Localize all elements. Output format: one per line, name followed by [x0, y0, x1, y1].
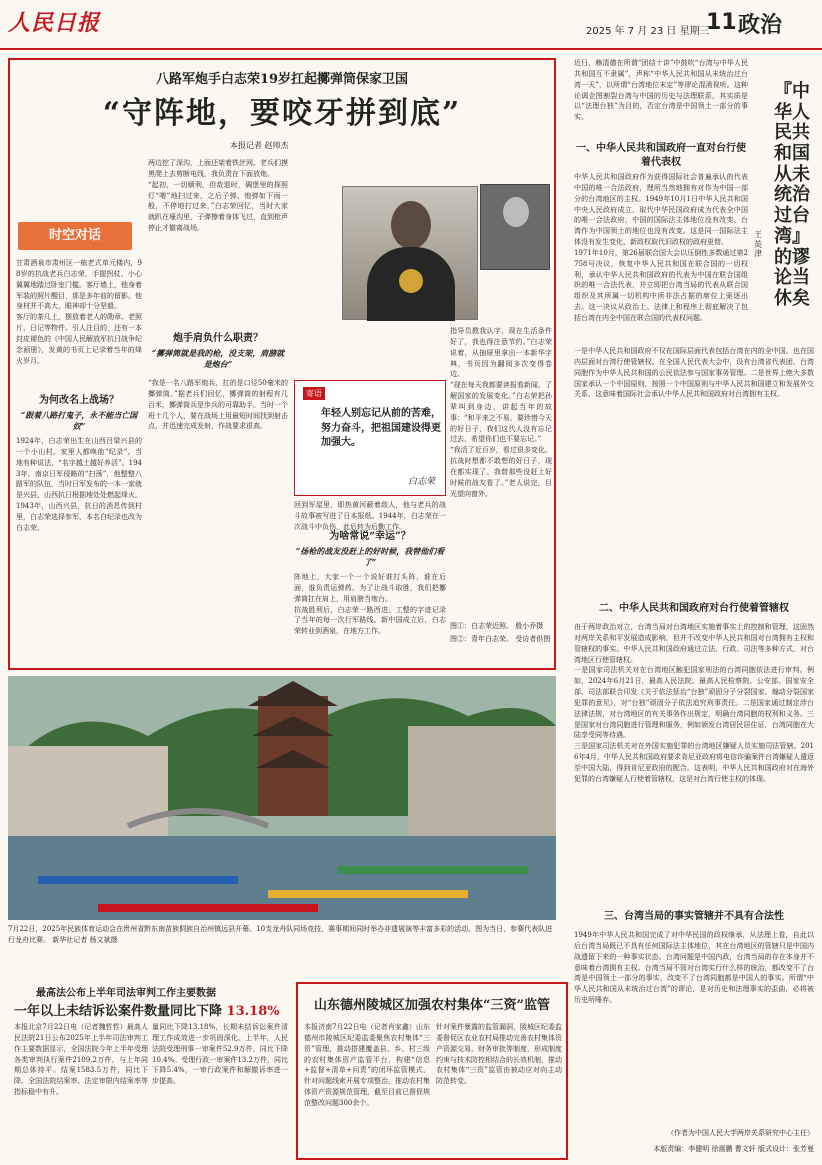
- newspaper-logo: 人民日报: [8, 10, 101, 36]
- supervision-article: [296, 982, 568, 1160]
- young-veteran-photo: [480, 184, 550, 270]
- commentary-heading-2: 二、中华人民共和国政府对台行使着管辖权: [599, 603, 789, 614]
- photo-caption: [8, 924, 556, 945]
- page-editors: 本版责编：李健明 徐震鹏 曹文轩 版式设计：张芳曼: [653, 1145, 814, 1153]
- dragon-boat-illustration: [8, 676, 556, 920]
- caption-1: 图①：白志荣近照。: [450, 622, 513, 630]
- commentary-intro: 近日，赖清德在所谓“团结十讲”中鼓吹“台湾与中华人民共和国互不隶属”，声称“中华人民共和国从未统治过台湾一天”，以所谓“台湾地位未定”等谬论混淆视听。这种论调企图割裂台湾与中国的历史与法理联系，其实质是以“法理台独”为目的，否定台湾是中国领土一部分的事实。: [574, 59, 748, 122]
- feature-article: [8, 58, 556, 670]
- article2-percent: 13.18%: [226, 1004, 280, 1019]
- caption-1-credit: 殷小乔摄: [515, 622, 544, 630]
- feature-byline: 本报记者 赵帅杰: [230, 141, 289, 150]
- supervision-title: 山东德州陵城区加强农村集体“三资”监管: [314, 998, 550, 1013]
- subhead-3: 为啥常说“幸运”？: [329, 531, 411, 542]
- commentary-title: 『中华人民共和国从未统治过台湾』的谬论当休矣: [774, 81, 810, 309]
- supervision-col2: 针对案件暴露的监管漏洞，陵城区纪委监委督促区农业农村局推动完善农村集体资产资源交易、财务审批等制度，形成制度约束与技术防控相结合的长效机制，推动农村集体“三资”监管由被动应对向主动防范转变。: [436, 1023, 562, 1086]
- commentary-para-2: 一是中华人民共和国政府不仅在国际层面代表包括台湾在内的全中国，也在国内层面对台湾行使管辖权。在全国人民代表大会中，设有台湾省代表团，台湾同胞作为中华人民共和国的公民依法参与国家事务管理。二是世界上绝大多数国家承认一个中国原则，按照一个中国原则与中华人民共和国建立和发展外交关系，这意味着国际社会承认中华人民共和国政府对台湾拥有主权。: [574, 347, 814, 399]
- caption-2: 图②：青年白志荣。: [450, 634, 513, 643]
- caption-2-credit: 受访者供图: [515, 634, 551, 643]
- article2-title: 一年以上未结诉讼案件数量同比下降 13.18%: [14, 1004, 280, 1019]
- article2-col2: 量同比下降13.18%，长期未结诉讼案件清理工作成效进一步巩固深化。上半年，人民法院受理刑事一审案件52.9万件，同比下降10.4%。受理行政一审案件13.2万件，同比下降5.4%，一审行政案件和解撤诉率进一步提高。: [152, 1023, 288, 1086]
- commentary-heading-3: 三、台湾当局的事实管辖并不具有合法性: [604, 911, 784, 922]
- column-badge: 时空对话: [18, 222, 132, 250]
- commentary-author: 王英津: [754, 230, 762, 259]
- subhead-2-quote: “擲弹筒就是我的枪，没支架，肩膀就是炮台”: [151, 348, 285, 369]
- veteran-photo: [342, 186, 478, 320]
- photo-captions: [450, 620, 560, 645]
- feature-col2-text2: “我是一名八路军炮兵，扛的是口径50毫米的擲弹筒。”据老兵们回忆，擲弹筒的射程有几百米，擲弹筒兵是步兵的可靠助手。当时一个班十几个人，要在战场上用最短时间找到射击点，并迅速完成发射，作战要求很高。: [148, 379, 288, 431]
- subhead-2: 炮手肩负什么职责？: [173, 333, 263, 344]
- commentary-heading-1: 一、中华人民共和国政府一直对台行使着代表权: [576, 143, 746, 168]
- feature-title: “守阵地，要咬牙拼到底”: [102, 96, 462, 131]
- quote-tag: 寄语: [303, 387, 325, 400]
- photo-credit: 新华社记者 杨文斌摄: [52, 935, 118, 944]
- commentary-para-4: 1949年中华人民共和国完成了对中华民国的政权继承，从法理上看，自此以后台湾当局既已不具有任何国际法主体地位，其在台湾地区的管辖只是中国内战遗留下来的一种事实状态。台湾问题是中国内政，台湾当局的存在本身并不意味着台湾拥有主权。台湾当局不管对台湾实行什么样的统治，都改变不了台湾是中国领土一部分的事实，改变不了台湾同胞都是中国人的事实。所谓“中华人民共和国从未统治过台湾”的谬论，是对历史和法理事实的歪曲，必将被历史所唾弃。: [574, 931, 814, 1005]
- subhead-3-quote: “扬枪的战友没赶上的好时候，我替他们看了”: [295, 546, 445, 567]
- article2-col1: 本报北京7月22日电（记者魏哲哲）最高人民法院21日公布2025年上半年司法审判工作主要数据显示，全国法院今年上半年受理各类审判执行案件2109.2万件，与上年同期总体持平。结案1583.5万件，同比下降。全国法院结案率、法定审限内结案率等指标稳中有升。: [14, 1023, 148, 1097]
- photo-caption-text: 7月22日，2025年民族体育运动会在贵州省黔东南苗族侗族自治州镇远县开幕。10支龙舟队同场竞技，赛事期间同时举办非遗展演等丰富多彩的活动。图为当日，参赛代表队进行龙舟比赛。: [8, 925, 553, 944]
- subhead-1: 为何改名上战场？: [39, 395, 119, 406]
- quote-signature: 白志荣: [407, 477, 435, 487]
- supervision-col1: 本报济南7月22日电（记者肖家鑫）山东德州市陵城区纪委监委聚焦农村集体“三资”管理，推动搭建覆盖县、乡、村三级的农村集体资产监管平台，构建“信息+监督+清单+问责”的闭环监管模式，针对问题线索开展专项整治，推动农村集体资产资源规范管理，截至目前已督促规范整改问题300余个。: [304, 1023, 430, 1107]
- feature-col3-text2: 阵地上，大家一个一个说好谁打头阵，谁在后面，谁负责运弹药。为了让战斗取胜，我们把擲弹筒扛在肩上，用肩膀当炮台。 抗战胜利后，白志荣一路西进。工整的字迹记录了当年的每一次行军路线。新中国成立后，白志荣转业到酒泉，在地方工作。: [294, 573, 446, 636]
- author-footnote: （作者为中国人民大学两岸关系研究中心主任）: [667, 1129, 814, 1137]
- photo-head-shape: [391, 201, 431, 249]
- quote-box: [294, 380, 446, 496]
- issue-date: 2025 年 7 月 23 日 星期三: [586, 26, 710, 37]
- feature-col1-text2: 1924年，白志荣出生在山西吕梁兴县的一个小山村。家里人都唤他“纪录”。当地有种说法，“名字越土越好养活”。1943年，南京日军侵略的“扫荡”，他整整八路军的队伍，当时日军发布的一本一家就是兴县，山西抗日根据地处处燃起烽火。1943年，山西兴县，抗日的消息传到村里，白志荣选择参军，本名白纪录也改为白志荣。: [16, 437, 142, 532]
- dragon-boat-photo: [8, 676, 556, 920]
- feature-col2-text: 两边挖了深沟，上面还架着铁丝网。老兵们摸黑爬上去剪断电线，我负责在下面放炮。 “起初，一切顺利，但敌退时，碉堡里的探照灯“噌”地扫过来，之后子弹、炮弹如下雨一般，不停地打过来，”白志荣回忆，当时大家就趴在壕沟里，子弹擦着身体飞过，直到枪声停止才撤离战场。: [148, 159, 288, 233]
- feature-kicker: 八路军炮手白志荣19岁扛起擲弹筒保家卫国: [155, 72, 409, 87]
- page-number: 11: [706, 10, 737, 35]
- subhead-1-quote: “跟着八路打鬼子，永不能当亡国奴”: [20, 410, 138, 431]
- commentary-para-1: 中华人民共和国政府作为获得国际社会普遍承认的代表中国的唯一合法政府，理所当然地拥有对作为中国一部分的台湾地区的主权。1949年10月1日中华人民共和国中央人民政府成立，取代中华民国政府成为代表全中国的唯一合法政府，中国的国际法主体地位没有改变，台湾作为中国领土的地位也没有改变。这是同一国际法主体没有发生变化，新政权取代旧政权的政府更替。 1971年10月，第26届联合国大会以压倒性多数通过第2758号决议，恢复中华人民共和国在联合国的一切权利，承认中华人民共和国政府的代表为中国在联合国组织的唯一合法代表，并立即把台湾当局的代表从联合国组织及其所属一切机构中所非法占据的席位上驱逐出去。这一决议从政治上、法律上和程序上彻底解决了包括台湾在内全中国在联合国的代表权问题。: [574, 173, 748, 322]
- section-title: 政治: [738, 12, 783, 38]
- quote-text: 年轻人别忘记从前的苦难，努力奋斗，把祖国建设得更加强大。: [321, 408, 441, 448]
- commentary-para-3: 由于两岸政治对立，台湾当局对台湾地区实施着事实上的控制和管理，这固然对两岸关系和平发展造成影响，但并不改变中华人民共和国对台湾拥有主权和管辖权的事实。中华人民共和国政府通过立法、行政、司法等多种方式，对台湾地区行使管辖权。 一是国家司法机关对在台湾地区触犯国家刑法的台湾同胞依法进行审判。例如，2024年6月21日，最高人民法院、最高人民检察院、公安部、国家安全部、司法部联合印发《关于依法惩治“台独”顽固分子分裂国家、煽动分裂国家犯罪的意见》，对“台独”顽固分子依法追究刑事责任。二是国家通过制定涉台法律法规，对台湾地区的有关事务作出规定，明确台湾同胞的权利和义务。三是国家对台湾同胞进行管理和服务，例如颁发台湾居民居住证，台湾同胞在大陆享受同等待遇。 三是国家司法机关对在外国实施犯罪的台湾地区嫌疑人员实施司法管辖。2016年4月，中华人民共和国政府要求肯尼亚政府将电信诈骗案件台湾嫌疑人遣返至中国大陆，得到肯尼亚政府的配合。这表明，中华人民共和国政府对在海外犯罪的台湾嫌疑人行使着管辖权，这是对台湾行使主权的体现。: [574, 623, 814, 783]
- feature-col3-text: 回到军屋里，即热黄河蔽着敌人，他与老兵的战斗故事被写进了日本报纸。1944年，白志荣在一次战斗中负伤，此后转为后勤工作。: [294, 501, 446, 531]
- article2-kicker: 最高法公布上半年司法审判工作主要数据: [36, 988, 216, 999]
- masthead: [0, 0, 822, 50]
- medal-icon: [399, 269, 423, 293]
- feature-col4-text: 指导员教我认字，现在生活条件好了，我也得注意节约。”白志荣说着，从抽屉里拿出一本新华字典，书页因为翻阅多次变得卷边。 “现在每天我都要读报看新闻，了解国家的发展变化。”白志荣把孙辈叫到身边，讲起当年的故事：“和平来之不易，要珍惜今天的好日子，我们这代人没有忘记过去，希望你们也不要忘记。” “我活了近百岁，看过很多变化。抗战时想都不敢想的好日子，现在都实现了。我替那些没赶上好时候的战友看了。”老人说完，目光望向窗外。: [450, 327, 552, 498]
- feature-col1-text: 甘肃酒泉市肃州区一栋老式单元楼内，98岁的抗战老兵白志荣，手握拐杖，小心翼翼地踏过卧室门槛。客厅墙上，他身着军装的照片醒目，那是多年前的留影。他身材并不高大，眼神却十分坚毅。 客厅的茶几上，摆放着老人的勋章。老照片，日记等物件。引人注目的，还有一本封皮褪色的《中国人民解放军抗日战争纪念画册》，发黄的书页上记录着当年的烽火岁月。: [16, 259, 142, 365]
